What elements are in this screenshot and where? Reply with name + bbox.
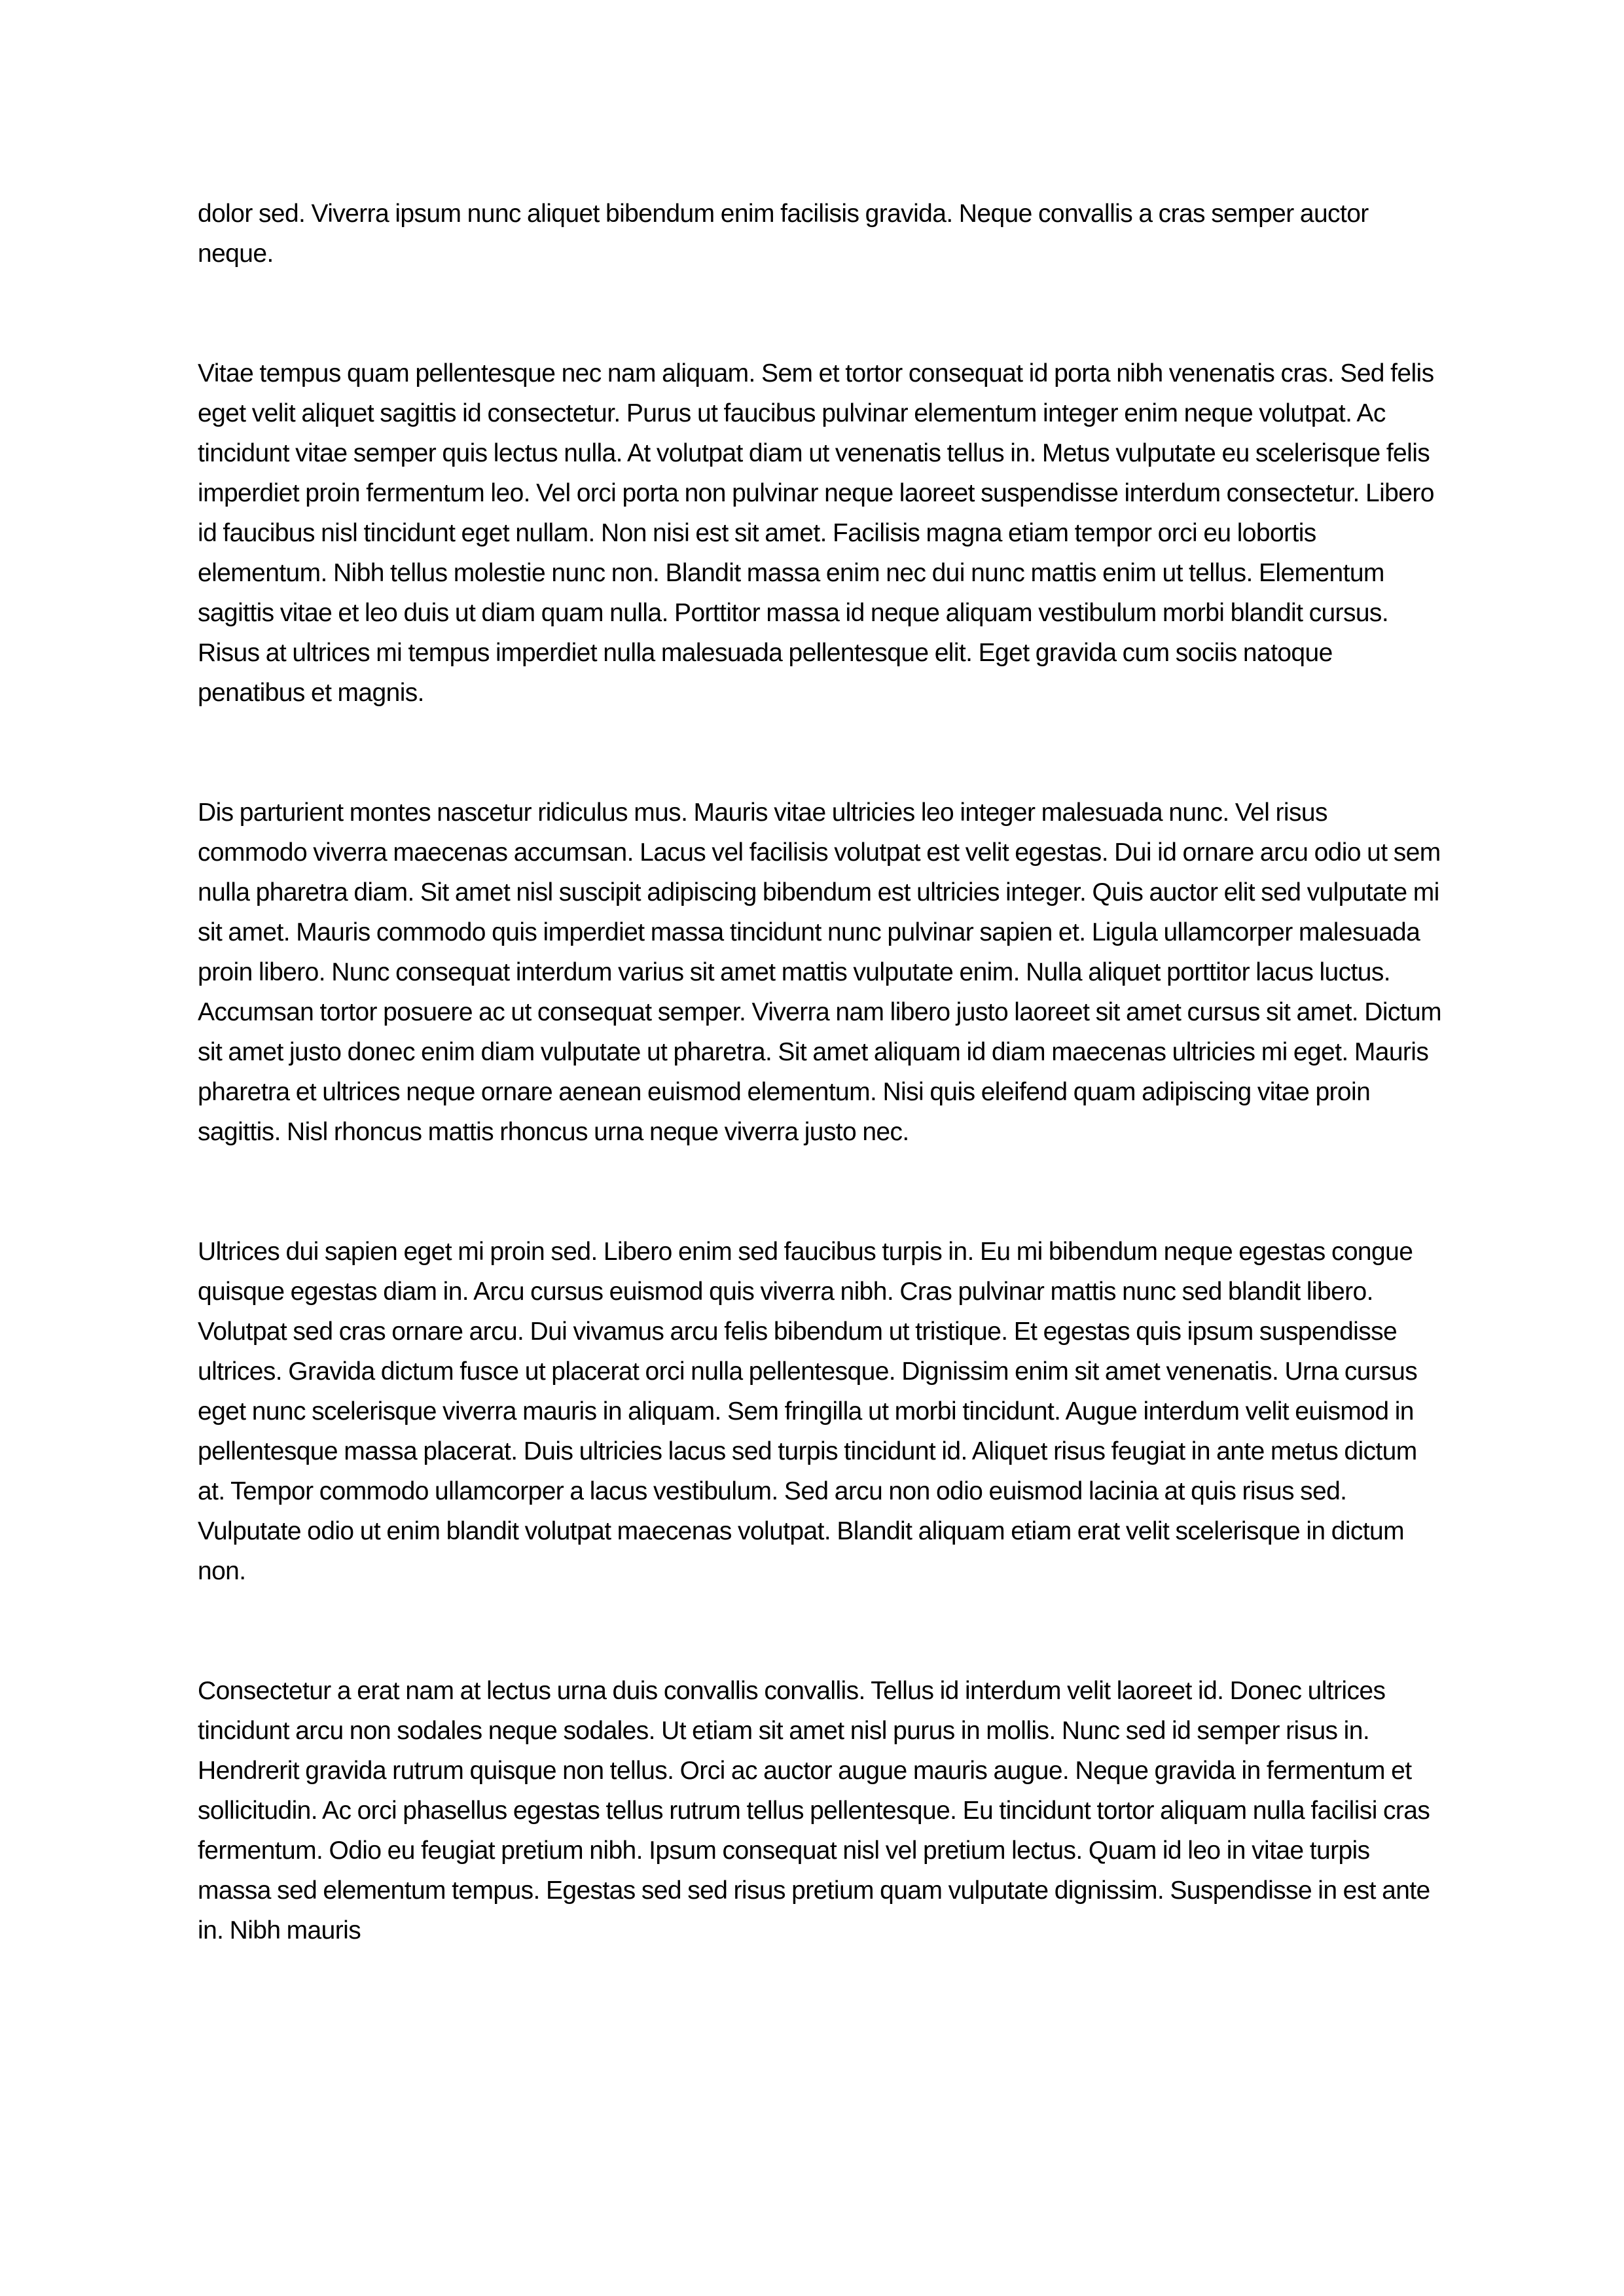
paragraph-1: dolor sed. Viverra ipsum nunc aliquet bibendum enim facilisis gravida. Neque convallis a cras semper auctor neque. bbox=[198, 200, 1369, 268]
paragraph-3: Dis parturient montes nascetur ridiculus mus. Mauris vitae ultricies leo integer malesuada nunc. Vel risus commodo viverra maecenas accumsan. Lacus vel facilisis volutpat est velit egestas. Dui id ornare arcu odio ut sem nulla pharetra diam. Sit amet nisl suscipit adipiscing bibendum est ultricies integer. Quis auctor elit sed vulputate mi sit amet. Mauris commodo quis imperdiet massa tincidunt nunc pulvinar sapien et. Ligula ullamcorper malesuada proin libero. Nunc consequat interdum varius sit amet mattis vulputate enim. Nulla aliquet porttitor lacus luctus. Accumsan tortor posuere ac ut consequat semper. Viverra nam libero justo laoreet sit amet cursus sit amet. Dictum sit amet justo donec enim diam vulputate ut pharetra. Sit amet aliquam id diam maecenas ultricies mi eget. Mauris pharetra et ultrices neque ornare aenean euismod elementum. Nisi quis eleifend quam adipiscing vitae proin sagittis. Nisl rhoncus mattis rhoncus urna neque viverra justo nec. bbox=[198, 798, 1442, 1146]
document-page bbox=[198, 194, 1441, 1950]
paragraph-4: Ultrices dui sapien eget mi proin sed. Libero enim sed faucibus turpis in. Eu mi bibendum neque egestas congue quisque egestas diam in. Arcu cursus euismod quis viverra nibh. Cras pulvinar mattis nunc sed blandit libero. Volutpat sed cras ornare arcu. Dui vivamus arcu felis bibendum ut tristique. Et egestas quis ipsum suspendisse ultrices. Gravida dictum fusce ut placerat orci nulla pellentesque. Dignissim enim sit amet venenatis. Urna cursus eget nunc scelerisque viverra mauris in aliquam. Sem fringilla ut morbi tincidunt. Augue interdum velit euismod in pellentesque massa placerat. Duis ultricies lacus sed turpis tincidunt id. Aliquet risus feugiat in ante metus dictum at. Tempor commodo ullamcorper a lacus vestibulum. Sed arcu non odio euismod lacinia at quis risus sed. Vulputate odio ut enim blandit volutpat maecenas volutpat. Blandit aliquam etiam erat velit scelerisque in dictum non. bbox=[198, 1238, 1418, 1585]
paragraph-5: Consectetur a erat nam at lectus urna duis convallis convallis. Tellus id interdum velit laoreet id. Donec ultrices tincidunt arcu non sodales neque sodales. Ut etiam sit amet nisl purus in mollis. Nunc sed id semper risus in. Hendrerit gravida rutrum quisque non tellus. Orci ac auctor augue mauris augue. Neque gravida in fermentum et sollicitudin. Ac orci phasellus egestas tellus rutrum tellus pellentesque. Eu tincidunt tortor aliquam nulla facilisi cras fermentum. Odio eu feugiat pretium nibh. Ipsum consequat nisl vel pretium lectus. Quam id leo in vitae turpis massa sed elementum tempus. Egestas sed sed risus pretium quam vulputate dignissim. Suspendisse in est ante in. Nibh mauris bbox=[198, 1677, 1430, 1945]
paragraph-2: Vitae tempus quam pellentesque nec nam aliquam. Sem et tortor consequat id porta nibh venenatis cras. Sed felis eget velit aliquet sagittis id consectetur. Purus ut faucibus pulvinar elementum integer enim neque volutpat. Ac tincidunt vitae semper quis lectus nulla. At volutpat diam ut venenatis tellus in. Metus vulputate eu scelerisque felis imperdiet proin fermentum leo. Vel orci porta non pulvinar neque laoreet suspendisse interdum consectetur. Libero id faucibus nisl tincidunt eget nullam. Non nisi est sit amet. Facilisis magna etiam tempor orci eu lobortis elementum. Nibh tellus molestie nunc non. Blandit massa enim nec dui nunc mattis enim ut tellus. Elementum sagittis vitae et leo duis ut diam quam nulla. Porttitor massa id neque aliquam vestibulum morbi blandit cursus. Risus at ultrices mi tempus imperdiet nulla malesuada pellentesque elit. Eget gravida cum sociis natoque penatibus et magnis. bbox=[198, 359, 1434, 707]
